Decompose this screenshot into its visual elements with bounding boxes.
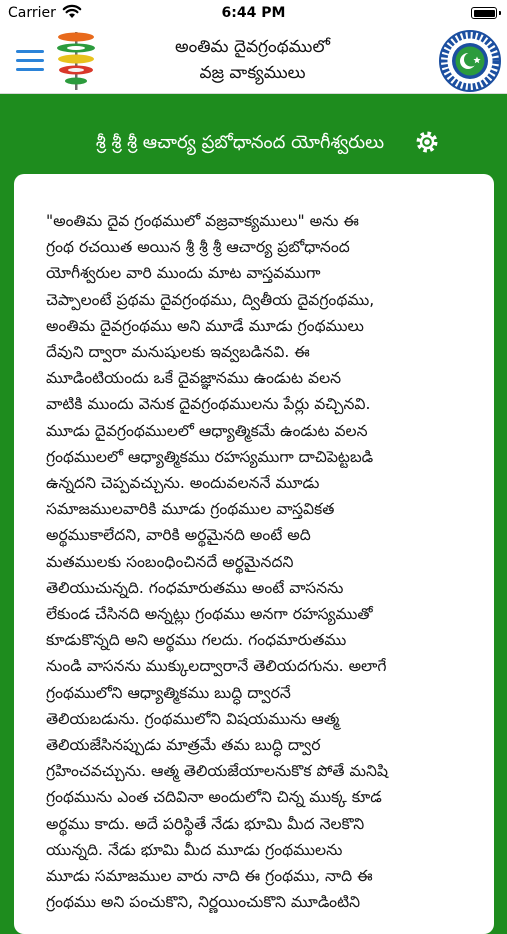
- navigation-bar: [0, 28, 507, 94]
- gear-icon[interactable]: [416, 131, 438, 153]
- menu-icon[interactable]: [16, 50, 44, 72]
- status-bar: [0, 0, 507, 28]
- author-banner: [0, 94, 507, 174]
- app-logo: [54, 30, 98, 92]
- content-card: [14, 174, 494, 934]
- carrier-label: Carrier: [8, 5, 56, 21]
- page-title-line-1: అంతిమ దైవగ్రంథములో: [175, 37, 330, 57]
- page-title-line-2: వజ్ర వాక్యములు: [199, 63, 306, 83]
- content-text: "అంతిమ దైవ గ్రంథములో వజ్రవాక్యములు" అను ఈ గ్రంథ రచయిత అయిన శ్రీ శ్రీ శ్రీ ఆచార్య ప్రబోధానంద యోగీశ్వరుల వారి ముందు మాట వాస్తవముగా చెప్పాలంటే ప్రథమ దైవగ్రంథము, ద్వితీయ దైవగ్రంథము, అంతిమ దైవగ్రంథము అని మూడే మూడు గ్రంథములు దేవుని ద్వారా మనుషులకు ఇవ్వబడినవి. ఈ మూడింటియందు ఒకే దైవజ్ఞానము ఉండుట వలన వాటికి ముందు వెనుక దైవగ్రంథములను పేర్లు వచ్చినవి. మూడు దైవగ్రంథములలో ఆధ్యాత్మికమే ఉండుట వలన గ్రంథములలో ఆధ్యాత్మికము రహస్యముగా దాచిపెట్టబడి ఉన్నదని చెప్పవచ్చును. అందువలననే మూడు సమాజములవారికి మూడు గ్రంథముల వాస్తవికత అర్థముకాలేదని, వారికి అర్థమైనది అంటే అది మతములకు సంబంధించినదే అర్థమైనదని తెలియుచున్నది. గంధమారుతము అంటే వాసనను లేకుండ చేసినది అన్నట్లు గ్రంథము అనగా రహస్యముతో కూడుకొన్నది అని అర్థము గలదు. గంధమారుతము నుండి వాసనను ముక్కులద్వారానే తెలియదగును. అలాగే గ్రంథములోని ఆధ్యాత్మికము బుద్ధి ద్వారనే తెలియబడును. గ్రంథములోని విషయమును ఆత్మ తెలియజేసినప్పుడు మాత్రమే తమ బుద్ధి ద్వార గ్రహించవచ్చును. ఆత్మ తెలియజేయాలనుకొక పోతే మనిషి గ్రంథమును ఎంత చదివినా అందులోని చిన్న ముక్క కూడ అర్థము కాదు. అదే పరిస్థితే నేడు భూమి మీద నెలకొని యున్నది. నేడు భూమి మీద మూడు గ్రంథములను మూడు సమాజముల వారు నాది ఈ గ్రంథము, నాది ఈ గ్రంథము అని పంచుకొని, నిర్ణయించుకొని మూడింటిని: [46, 212, 389, 912]
- status-time: 6:44 PM: [221, 5, 286, 21]
- society-logo: [439, 30, 501, 92]
- author-name: శ్రీ శ్రీ శ్రీ ఆచార్య ప్రబోధానంద యోగీశ్వరులు: [95, 132, 385, 153]
- page-title: [110, 34, 395, 86]
- battery-icon: [471, 7, 497, 19]
